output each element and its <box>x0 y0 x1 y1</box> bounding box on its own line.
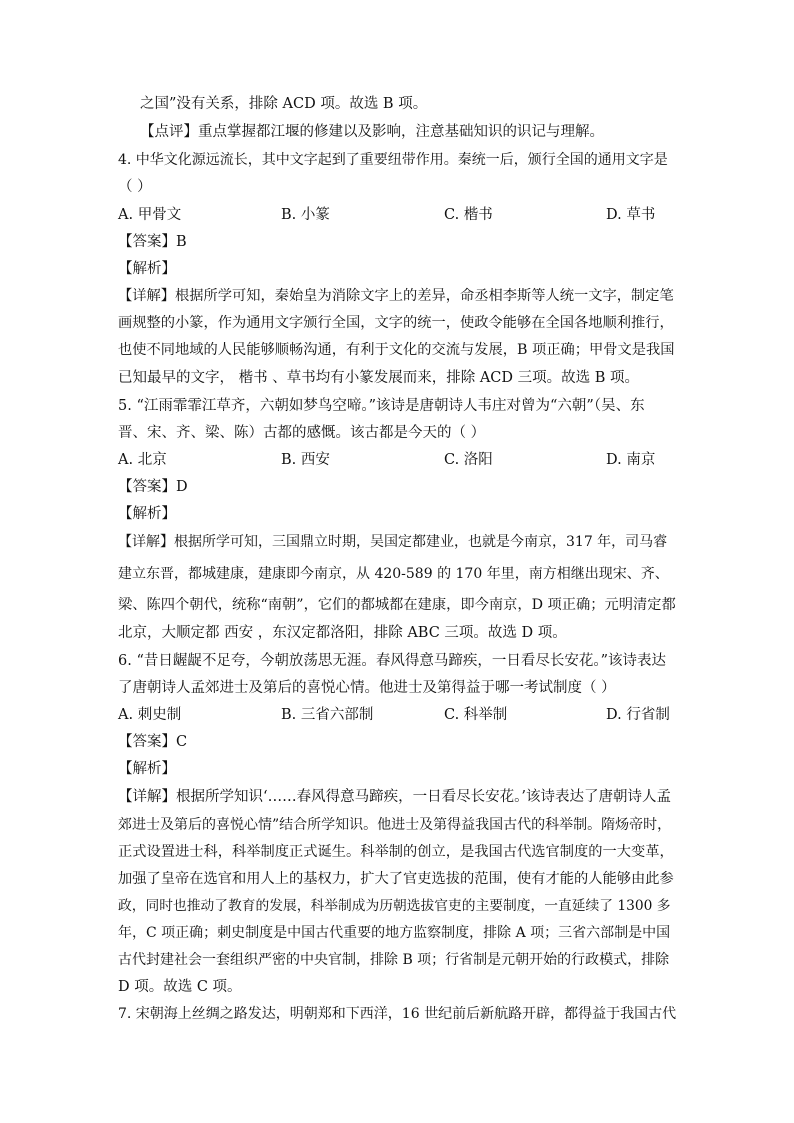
q4-stem-line2: （ ） <box>118 179 152 195</box>
q5-detail-line2: 建立东晋，都城建康，建康即今南京，从 420-589 的 170 年里，南方相继出现宋、齐、 <box>118 566 669 582</box>
q5-stem-line2: 晋、宋、齐、梁、陈）古都的感慨。该古都是今天的（ ） <box>118 425 486 441</box>
q6-analysis-heading: 【解析】 <box>118 761 176 777</box>
q5-detail-line4: 北京，大顺定都 西安 ，东汉定都洛阳，排除 ABC 三项。故选 D 项。 <box>118 625 567 641</box>
q5-detail-line1: 【详解】根据所学可知，三国鼎立时期，吴国定都建业，也就是今南京，317 年，司马睿 <box>118 534 668 550</box>
q4-detail-line2: 画规整的小篆，作为通用文字颁行全国，文字的统一，使政令能够在全国各地顺利推行， <box>118 315 674 331</box>
q6-detail-line7: 古代封建社会一套组织严密的中央官制，排除 B 项；行省制是元朝开始的行政模式，排除 <box>118 952 670 968</box>
q4-answer: 【答案】B <box>118 234 187 250</box>
q4-option-c: C. 楷书 <box>444 207 493 223</box>
q6-detail-line5: 政，同时也推动了教育的发展，科举制成为历朝选拔官吏的主要制度，一直延续了 1300 多 <box>118 898 671 914</box>
q6-detail-line1: 【详解】根据所学知识‘……春风得意马蹄疾，一日看尽长安花。’该诗表达了唐朝诗人孟 <box>118 789 671 805</box>
q6-option-b: B. 三省六部制 <box>281 707 374 723</box>
q6-option-c: C. 科举制 <box>444 707 508 723</box>
q6-option-a: A. 刺史制 <box>118 707 182 723</box>
q4-option-a: A. 甲骨文 <box>118 207 182 223</box>
q5-option-c: C. 洛阳 <box>444 452 493 468</box>
q6-detail-line8: D 项。故选 C 项。 <box>118 979 242 995</box>
q4-detail-line3: 也使不同地域的人民能够顺畅沟通，有利于文化的交流与发展，B 项正确；甲骨文是我国 <box>118 342 675 358</box>
q5-detail-line3: 梁、陈四个朝代，统称“南朝”，它们的都城都在建康，即今南京，D 项正确；元明清定都 <box>118 597 676 613</box>
q5-option-d: D. 南京 <box>606 452 656 468</box>
q6-stem-line2: 了唐朝诗人孟郊进士及第后的喜悦心情。他进士及第得益于哪一考试制度（ ） <box>118 680 616 696</box>
q6-answer: 【答案】C <box>118 734 188 750</box>
q5-option-a: A. 北京 <box>118 452 167 468</box>
q5-option-b: B. 西安 <box>281 452 330 468</box>
q4-detail-line4: 已知最早的文字， 楷书 、草书均有小篆发展而来，排除 ACD 三项。故选 B 项。 <box>118 370 639 386</box>
q4-stem-line1: 4. 中华文化源远流长，其中文字起到了重要纽带作用。秦统一后，颁行全国的通用文字是 <box>118 152 668 168</box>
q6-option-d: D. 行省制 <box>606 707 670 723</box>
review-note: 【点评】重点掌握都江堰的修建以及影响，注意基础知识的识记与理解。 <box>140 124 604 140</box>
q5-stem-line1: 5. “江雨霏霏江草齐，六朝如梦鸟空啼。”该诗是唐朝诗人韦庄对曾为“六朝”（吴、东 <box>118 398 645 414</box>
q4-option-d: D. 草书 <box>606 207 656 223</box>
q7-stem-line1: 7. 宋朝海上丝绸之路发达，明朝郑和下西洋，16 世纪前后新航路开辟，都得益于我国古代 <box>118 1006 677 1022</box>
q5-answer: 【答案】D <box>118 479 188 495</box>
q4-analysis-heading: 【解析】 <box>118 261 176 277</box>
q6-detail-line2: 郊进士及第后的喜悦心情”结合所学知识。他进士及第得益我国古代的科举制。隋炀帝时， <box>118 817 672 833</box>
q6-detail-line6: 年，C 项正确；刺史制度是中国古代重要的地方监察制度，排除 A 项；三省六部制是中国 <box>118 925 671 941</box>
q6-detail-line3: 正式设置进士科，科举制度正式诞生。科举制的创立，是我国古代选官制度的一大变革， <box>118 844 674 860</box>
q6-detail-line4: 加强了皇帝在选官和用人上的基权力，扩大了官吏选拔的范围，使有才能的人能够由此参 <box>118 871 674 887</box>
q4-detail-line1: 【详解】根据所学可知，秦始皇为消除文字上的差异，命丞相李斯等人统一文字，制定笔 <box>118 288 674 304</box>
q6-stem-line1: 6. “昔日龌龊不足夸，今朝放荡思无涯。春风得意马蹄疾，一日看尽长安花。”该诗表达 <box>118 653 667 669</box>
q5-analysis-heading: 【解析】 <box>118 506 176 522</box>
q4-option-b: B. 小篆 <box>281 207 330 223</box>
prev-explanation-tail: 之国”没有关系，排除 ACD 项。故选 B 项。 <box>140 96 428 112</box>
